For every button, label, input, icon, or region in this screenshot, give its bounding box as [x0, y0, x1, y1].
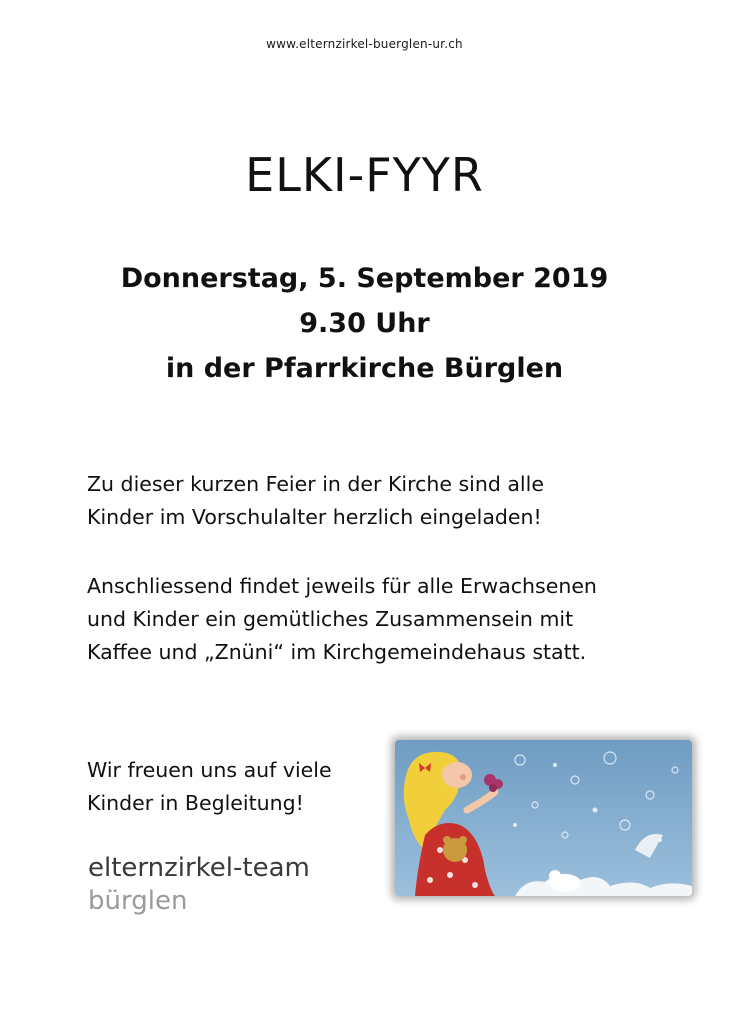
text-line: Anschliessend findet jeweils für alle Erwachsenen: [87, 574, 597, 598]
illustration-artwork: [395, 740, 692, 896]
event-details: [0, 256, 729, 391]
text-line: Kinder im Vorschulalter herzlich eingeladen!: [87, 505, 542, 529]
closing-paragraph: [87, 754, 332, 820]
signature-line-team: elternzirkel-team: [88, 853, 310, 883]
text-line: Wir freuen uns auf viele: [87, 758, 332, 782]
gathering-paragraph: [87, 570, 597, 669]
text-line: Kaffee und „Znüni“ im Kirchgemeindehaus statt.: [87, 640, 587, 664]
invitation-paragraph: [87, 468, 544, 534]
text-line: Zu dieser kurzen Feier in der Kirche sind alle: [87, 472, 544, 496]
child-illustration: [395, 740, 692, 896]
event-date: Donnerstag, 5. September 2019: [120, 263, 609, 294]
event-location: in der Pfarrkirche Bürglen: [165, 353, 564, 384]
text-line: und Kinder ein gemütliches Zusammensein mit: [87, 607, 574, 631]
signature-line-place: bürglen: [88, 886, 188, 916]
website-url: www.elternzirkel-buerglen-ur.ch: [266, 37, 463, 51]
event-time: 9.30 Uhr: [299, 308, 430, 339]
page-title: ELKI-FYYR: [245, 148, 484, 202]
signature-logo: [88, 852, 310, 918]
text-line: Kinder in Begleitung!: [87, 791, 304, 815]
